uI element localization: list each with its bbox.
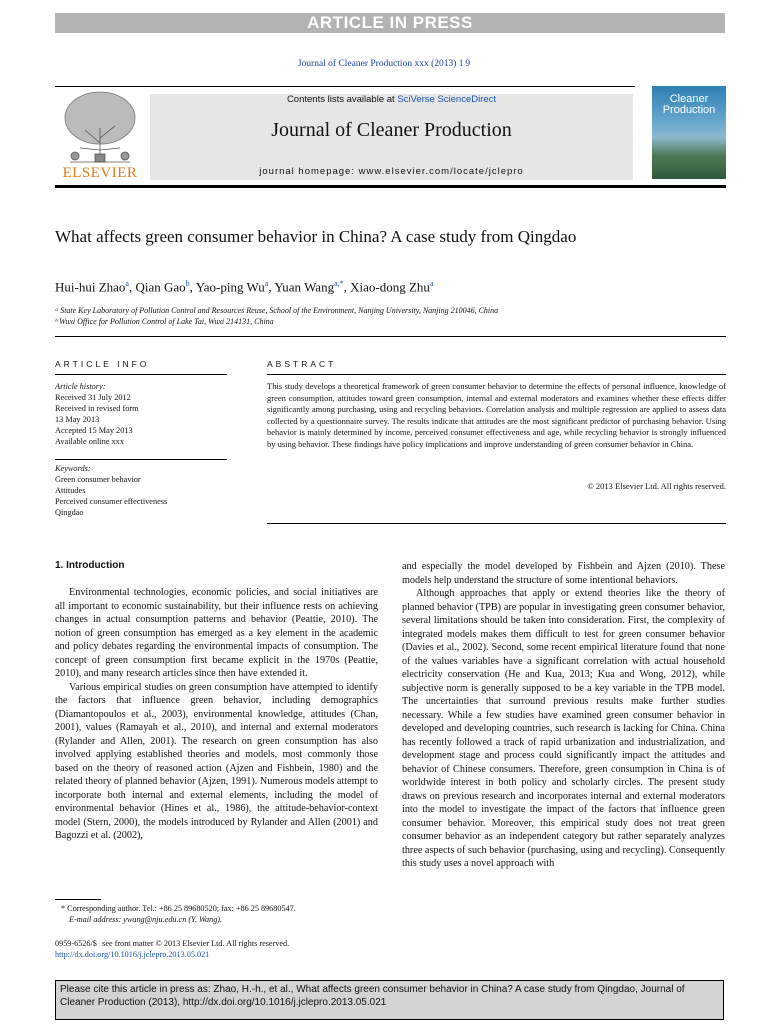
issn-line: 0959-6526/$ see front matter © 2013 Elsevier Ltd. All rights reserved. xyxy=(55,939,290,948)
doi-link[interactable]: http://dx.doi.org/10.1016/j.jclepro.2013.05.021 xyxy=(55,950,210,959)
author-affil-marker[interactable]: a,* xyxy=(334,279,344,288)
elsevier-wordmark: ELSEVIER xyxy=(62,165,138,181)
cover-title-line-1: Cleaner xyxy=(669,93,709,105)
author-affil-marker[interactable]: a xyxy=(429,279,434,288)
sciencedirect-link[interactable]: SciVerse ScienceDirect xyxy=(397,94,497,105)
cover-title-line-2: Production xyxy=(662,104,716,116)
keyword: Attitudes xyxy=(55,486,86,495)
title-block-rule xyxy=(55,336,726,337)
abstract-text: This study develops a theoretical framework of green consumer behavior to determine the effects of personal influence, knowledge of green consumption, attitudes toward green consumption, internal and external moderators and examines whether these effects differ significantly among purchasing, using and recycling behaviors. Correlation analysis and multiple regression are applied to assess data collected by a questionnaire survey. The results indicate that attitudes are the most significant predictor of purchasing behavior. Using behavior is mainly determined by income, perceived consumer effectiveness and age, while recycling behavior is strongly influenced by using behavior. These findings have policy implications and improve understanding of green consumer behavior in China. xyxy=(267,381,726,449)
author-affil-marker[interactable]: a xyxy=(264,279,269,288)
body-column-left xyxy=(55,586,378,843)
history-line: Available online xxx xyxy=(55,437,124,446)
footnotes xyxy=(55,903,378,925)
history-line: Received 31 July 2012 xyxy=(55,393,131,402)
journal-citation-line[interactable]: Journal of Cleaner Production xxx (2013) 1 9 xyxy=(297,59,471,69)
contents-prefix: Contents lists available at xyxy=(286,94,398,105)
author-name[interactable]: Xiao-dong Zhu xyxy=(350,279,430,295)
body-column-right xyxy=(402,560,725,871)
abstract-copyright: © 2013 Elsevier Ltd. All rights reserved. xyxy=(587,481,726,491)
author-name[interactable]: Yuan Wang xyxy=(274,279,335,295)
keywords-label: Keywords: xyxy=(55,464,91,473)
article-info-rule xyxy=(55,374,227,375)
article-in-press-banner: ARTICLE IN PRESS xyxy=(55,13,725,33)
journal-homepage[interactable]: journal homepage: www.elsevier.com/locate/jclepro xyxy=(259,166,524,177)
body-paragraph: and especially the model developed by Fishbein and Ajzen (2010). These models help understand the structure of some intentional behaviors. xyxy=(402,561,725,586)
history-line: Received in revised form xyxy=(55,404,139,413)
author-affil-marker[interactable]: a xyxy=(125,279,129,288)
journal-title: Journal of Cleaner Production xyxy=(271,119,512,141)
author-affil-marker[interactable]: b xyxy=(185,279,190,288)
keyword: Perceived consumer effectiveness xyxy=(55,497,168,506)
citation-box: Please cite this article in press as: Zhao, H.-h., et al., What affects green consumer behavior in China? A case study from Qingdao, Journal of Cleaner Production (2013), http://dx.doi.org/10.1016/j.jclepro.2013.05.021 xyxy=(55,980,724,1020)
body-paragraph: Various empirical studies on green consumption have attempted to identify the factors that influence green behavior, including demographics (Diamantopoulos et al., 2003), environmental knowledge, attitudes (Chan, 2001), values (Ramayah et al., 2010), and internal and external moderators (Rylander and Allen, 2001). The research on green consumption has also involved applying established theories and models, most commonly those based on the theory of reasoned action (Ajzen and Fishbein, 1980) and the related theory of planned behavior (Ajzen, 1991). Numerous models attempt to incorporate both internal and external elements, including the model of environmental behavior (Hines et al., 1986), the attitude-behavior-context model (Stern, 2000), the models introduced by Rylander and Allen (2001) and Bagozzi et al. (2002), xyxy=(55,681,378,841)
affiliations xyxy=(55,305,715,327)
contents-line xyxy=(150,94,633,105)
affiliation-b: ᵇ Wuxi Office for Pollution Control of Lake Tai, Wuxi 214131, China xyxy=(55,317,274,326)
abstract-heading: ABSTRACT xyxy=(267,359,337,369)
keyword: Qingdao xyxy=(55,508,84,517)
section-heading-introduction: 1. Introduction xyxy=(55,560,125,571)
keyword: Green consumer behavior xyxy=(55,475,141,484)
body-paragraph: Environmental technologies, economic policies, and social initiatives are all important to economic sustainability, but their influence rests on achieving changes in actual consumption patterns and behavior (Peattie, 2010). The notion of green consumption has emerged as a key element in the academic and policy debates regarding the environmental impacts of consumption. The concept of green consumption first became explicit in the 1970s (Peattie, 2010), and many research articles since then have extended it. xyxy=(55,587,378,679)
keywords xyxy=(55,463,227,518)
paper-title: What affects green consumer behavior in China? A case study from Qingdao xyxy=(55,227,577,246)
abstract-bottom-rule xyxy=(267,523,726,524)
cover-title xyxy=(652,94,726,116)
abstract-rule xyxy=(267,374,726,375)
keywords-rule xyxy=(55,459,227,460)
author-name[interactable]: Qian Gao xyxy=(135,279,186,295)
author-name[interactable]: Yao-ping Wu xyxy=(195,279,265,295)
history-label: Article history: xyxy=(55,382,106,391)
history-line: 13 May 2013 xyxy=(55,415,100,424)
article-history xyxy=(55,381,227,447)
footnote-rule xyxy=(55,899,101,900)
author-name[interactable]: Hui-hui Zhao xyxy=(55,279,126,295)
issn-block xyxy=(55,938,455,960)
author-list: Hui-hui Zhao$^a$, Qian Gao$^b$, Yao-ping Wu$^a$, Yuan Wang$^{a,*}$, Xiao-dong Zhu$^a$ xyxy=(55,279,434,295)
body-paragraph: Although approaches that apply or extend theories like the theory of planned behavior (TPB) are popular in investigating green consumer behavior, several limitations should be taken into consideration. First, the complexity of integrated models makes them difficult to test for green consumer behavior (Davies et al., 2002). Second, some recent empirical literature found that none of the values variables have a significant correlation with actual household electricity conservation (He and Kua, 2013; Kua and Wong, 2012), while subjective norm is generally supposed to be a key variable in the TPB model. The uncertainties that surround previous results make further studies necessary. While a few studies have examined green consumer behavior in developed and developing countries, such research is lacking for China. China has recently followed a track of rapid urbanization and industrialization, and development stage and process could significantly impact the attitudes and behavior of Chinese consumers. Therefore, green consumption in China is of worldwide interest in both policy and scholarly circles. The present study draws on previous research and incorporates internal and external moderators into the model to investigate the impact of the factors that influence green consumer behavior. Moreover, this empirical study does not treat green consumer behavior as an independent category but rather separately analyzes three aspects of such behavior (purchasing, using and recycling). Consequently this study uses a novel approach with xyxy=(402,588,725,869)
corresponding-author-note: * Corresponding author. Tel.: +86 25 89680520; fax: +86 25 89680547. xyxy=(61,904,296,913)
article-info-heading: ARTICLE INFO xyxy=(55,359,150,369)
history-line: Accepted 15 May 2013 xyxy=(55,426,133,435)
header-bottom-rule xyxy=(55,185,726,188)
affiliation-a: ᵃ State Key Laboratory of Pollution Control and Resources Reuse, School of the Environment, Nanjing University, Nanjing 210046, China xyxy=(55,306,499,315)
email-note[interactable]: E-mail address: ywang@nju.edu.cn (Y. Wang). xyxy=(69,915,223,924)
header-top-rule xyxy=(55,86,635,87)
